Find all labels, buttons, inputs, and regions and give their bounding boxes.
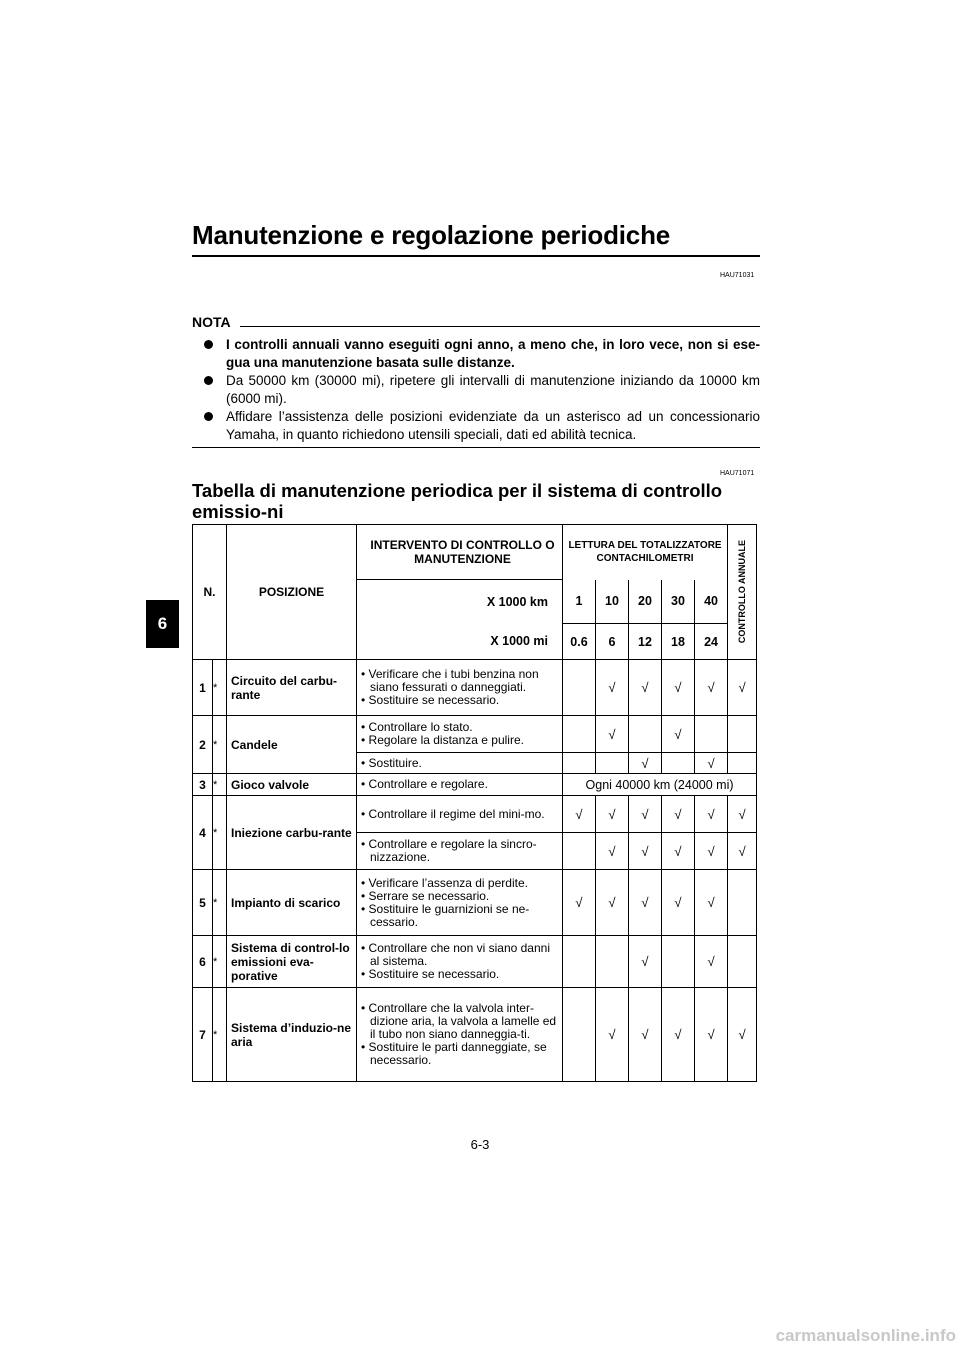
row-position: Iniezione carbu-rante	[227, 796, 357, 870]
check-mark: √	[596, 660, 629, 716]
header-n: N.	[193, 525, 227, 660]
row-position: Sistema di control-lo emissioni eva-porative	[227, 936, 357, 988]
chapter-tab: 6	[146, 600, 179, 648]
row-number: 7	[193, 988, 213, 1082]
row-position: Candele	[227, 716, 357, 774]
nota-list	[192, 336, 760, 444]
row-work	[357, 988, 563, 1082]
check-mark: √	[629, 753, 662, 774]
check-cell	[563, 753, 596, 774]
work-line: • Verificare l’assenza di perdite.	[361, 875, 528, 890]
work-line: • Sostituire le parti danneggiate, se necessario.	[361, 1040, 547, 1067]
check-mark: √	[728, 796, 757, 833]
header-annual-cell	[728, 525, 757, 660]
nota-code: HAU71031	[720, 272, 755, 279]
km-value: 40	[695, 580, 728, 624]
check-mark: √	[563, 796, 596, 833]
asterisk: *	[213, 774, 227, 796]
mi-value: 0.6	[563, 624, 596, 660]
check-mark: √	[596, 833, 629, 870]
row-number: 3	[193, 774, 213, 796]
check-mark: √	[596, 870, 629, 936]
nota-item-text: I controlli annuali vanno eseguiti ogni anno, a meno che, in loro vece, non si ese-gua una manutenzione basata sulle distanze.	[226, 337, 760, 370]
row-number: 2	[193, 716, 213, 774]
table-row	[193, 936, 757, 988]
asterisk: *	[213, 870, 227, 936]
row-position: Impianto di scarico	[227, 870, 357, 936]
header-intervento: INTERVENTO DI CONTROLLO O MANUTENZIONE	[357, 525, 563, 580]
asterisk: *	[213, 716, 227, 774]
nota-header	[192, 314, 760, 330]
row-work	[357, 716, 563, 753]
row-work	[357, 796, 563, 833]
row-work	[357, 936, 563, 988]
nota-end-rule	[192, 447, 760, 448]
work-line: • Controllare il regime del mini-mo.	[361, 806, 545, 821]
check-mark: √	[728, 660, 757, 716]
row-number: 1	[193, 660, 213, 716]
asterisk: *	[213, 660, 227, 716]
check-mark: √	[629, 796, 662, 833]
check-mark: √	[695, 988, 728, 1082]
nota-item	[192, 408, 760, 443]
work-line: • Sostituire se necessario.	[361, 967, 500, 981]
table-row	[193, 774, 757, 796]
check-mark: √	[629, 988, 662, 1082]
mi-value: 12	[629, 624, 662, 660]
work-line: • Sostituire le guarnizioni se ne-cessario.	[361, 901, 530, 929]
row-position: Sistema d’induzio-ne aria	[227, 988, 357, 1082]
nota-item	[192, 336, 760, 371]
mi-value: 18	[662, 624, 695, 660]
check-mark: √	[662, 870, 695, 936]
check-cell	[728, 753, 757, 774]
header-km-label: X 1000 km	[357, 580, 563, 624]
header-annual: CONTROLLO ANNUALE	[737, 540, 748, 644]
work-line: • Controllare che non vi siano danni al sistema.	[361, 941, 550, 968]
table-row	[193, 796, 757, 833]
check-mark: √	[662, 796, 695, 833]
table-row	[193, 660, 757, 716]
check-cell	[662, 936, 695, 988]
bullet-icon	[204, 340, 213, 349]
work-line: • Verificare che i tubi benzina non siano fessurati o danneggiati.	[361, 667, 539, 694]
check-mark: √	[629, 936, 662, 988]
check-mark: √	[728, 988, 757, 1082]
work-line: • Controllare che la valvola inter-dizione aria, la valvola a lamelle ed il tubo non siano danneggia-ti.	[361, 1001, 557, 1041]
check-mark: √	[695, 753, 728, 774]
check-mark: √	[662, 716, 695, 753]
check-cell	[596, 753, 629, 774]
check-cell	[728, 936, 757, 988]
work-line: • Sostituire.	[361, 755, 422, 770]
check-cell	[728, 870, 757, 936]
row-position: Gioco valvole	[227, 774, 357, 796]
row-number: 6	[193, 936, 213, 988]
check-mark: √	[662, 660, 695, 716]
nota-label: NOTA	[192, 314, 231, 330]
check-mark: √	[728, 833, 757, 870]
km-value: 20	[629, 580, 662, 624]
check-mark: √	[662, 833, 695, 870]
table-row	[193, 870, 757, 936]
work-line: • Serrare se necessario.	[361, 888, 490, 903]
bullet-icon	[204, 412, 213, 421]
check-mark: √	[695, 796, 728, 833]
check-cell	[728, 716, 757, 753]
row-work	[357, 833, 563, 870]
check-cell	[563, 936, 596, 988]
nota-item-text: Da 50000 km (30000 mi), ripetere gli intervalli di manutenzione iniziando da 10000 km (6000 mi).	[226, 373, 760, 406]
row-work	[357, 870, 563, 936]
check-mark: √	[629, 660, 662, 716]
check-mark: √	[662, 988, 695, 1082]
check-mark: √	[596, 716, 629, 753]
nota-item-text: Affidare l’assistenza delle posizioni evidenziate da un asterisco ad un concessionario Yamaha, in quanto richiedono utensili speciali, dati ed abilità tecnica.	[226, 409, 760, 442]
section-code: HAU71071	[720, 470, 755, 477]
page-number: 6-3	[470, 1137, 490, 1152]
check-mark: √	[563, 870, 596, 936]
check-cell	[629, 716, 662, 753]
header-mi-label: X 1000 mi	[357, 624, 563, 660]
table-row	[193, 988, 757, 1082]
check-mark: √	[596, 796, 629, 833]
bullet-icon	[204, 376, 213, 385]
check-mark: √	[629, 870, 662, 936]
work-line: • Regolare la distanza e pulire.	[361, 733, 524, 747]
check-cell	[596, 936, 629, 988]
row-work	[357, 660, 563, 716]
check-mark: √	[695, 833, 728, 870]
check-mark: √	[596, 988, 629, 1082]
section-title: Tabella di manutenzione periodica per il sistema di controllo emissio-ni	[192, 480, 723, 522]
row-number: 4	[193, 796, 213, 870]
header-odometer: LETTURA DEL TOTALIZZATORE CONTACHILOMETRI	[563, 525, 728, 580]
watermark: carmanualsonline.info	[775, 1326, 956, 1345]
mi-value: 24	[695, 624, 728, 660]
check-mark: √	[695, 870, 728, 936]
mi-value: 6	[596, 624, 629, 660]
check-cell	[563, 660, 596, 716]
work-line: • Controllare e regolare la sincro-nizzazione.	[361, 837, 537, 864]
check-mark: √	[695, 660, 728, 716]
work-line: • Controllare e regolare.	[361, 777, 488, 791]
page-title: Manutenzione e regolazione periodiche	[192, 220, 760, 257]
maintenance-table	[192, 524, 757, 1082]
check-cell	[563, 988, 596, 1082]
nota-rule	[240, 326, 760, 327]
work-line: • Sostituire se necessario.	[361, 693, 500, 707]
check-cell	[563, 833, 596, 870]
check-cell	[695, 716, 728, 753]
check-cell	[662, 753, 695, 774]
asterisk: *	[213, 936, 227, 988]
work-line: • Controllare lo stato.	[361, 720, 473, 734]
table-row	[193, 716, 757, 753]
km-value: 1	[563, 580, 596, 624]
row-number: 5	[193, 870, 213, 936]
row-work	[357, 753, 563, 774]
check-mark: √	[629, 833, 662, 870]
km-value: 30	[662, 580, 695, 624]
check-cell	[563, 716, 596, 753]
header-posizione: POSIZIONE	[227, 525, 357, 660]
km-value: 10	[596, 580, 629, 624]
interval-text: Ogni 40000 km (24000 mi)	[563, 774, 757, 796]
asterisk: *	[213, 988, 227, 1082]
nota-item	[192, 372, 760, 407]
check-mark: √	[695, 936, 728, 988]
row-position: Circuito del carbu-rante	[227, 660, 357, 716]
row-work	[357, 774, 563, 796]
asterisk: *	[213, 796, 227, 870]
